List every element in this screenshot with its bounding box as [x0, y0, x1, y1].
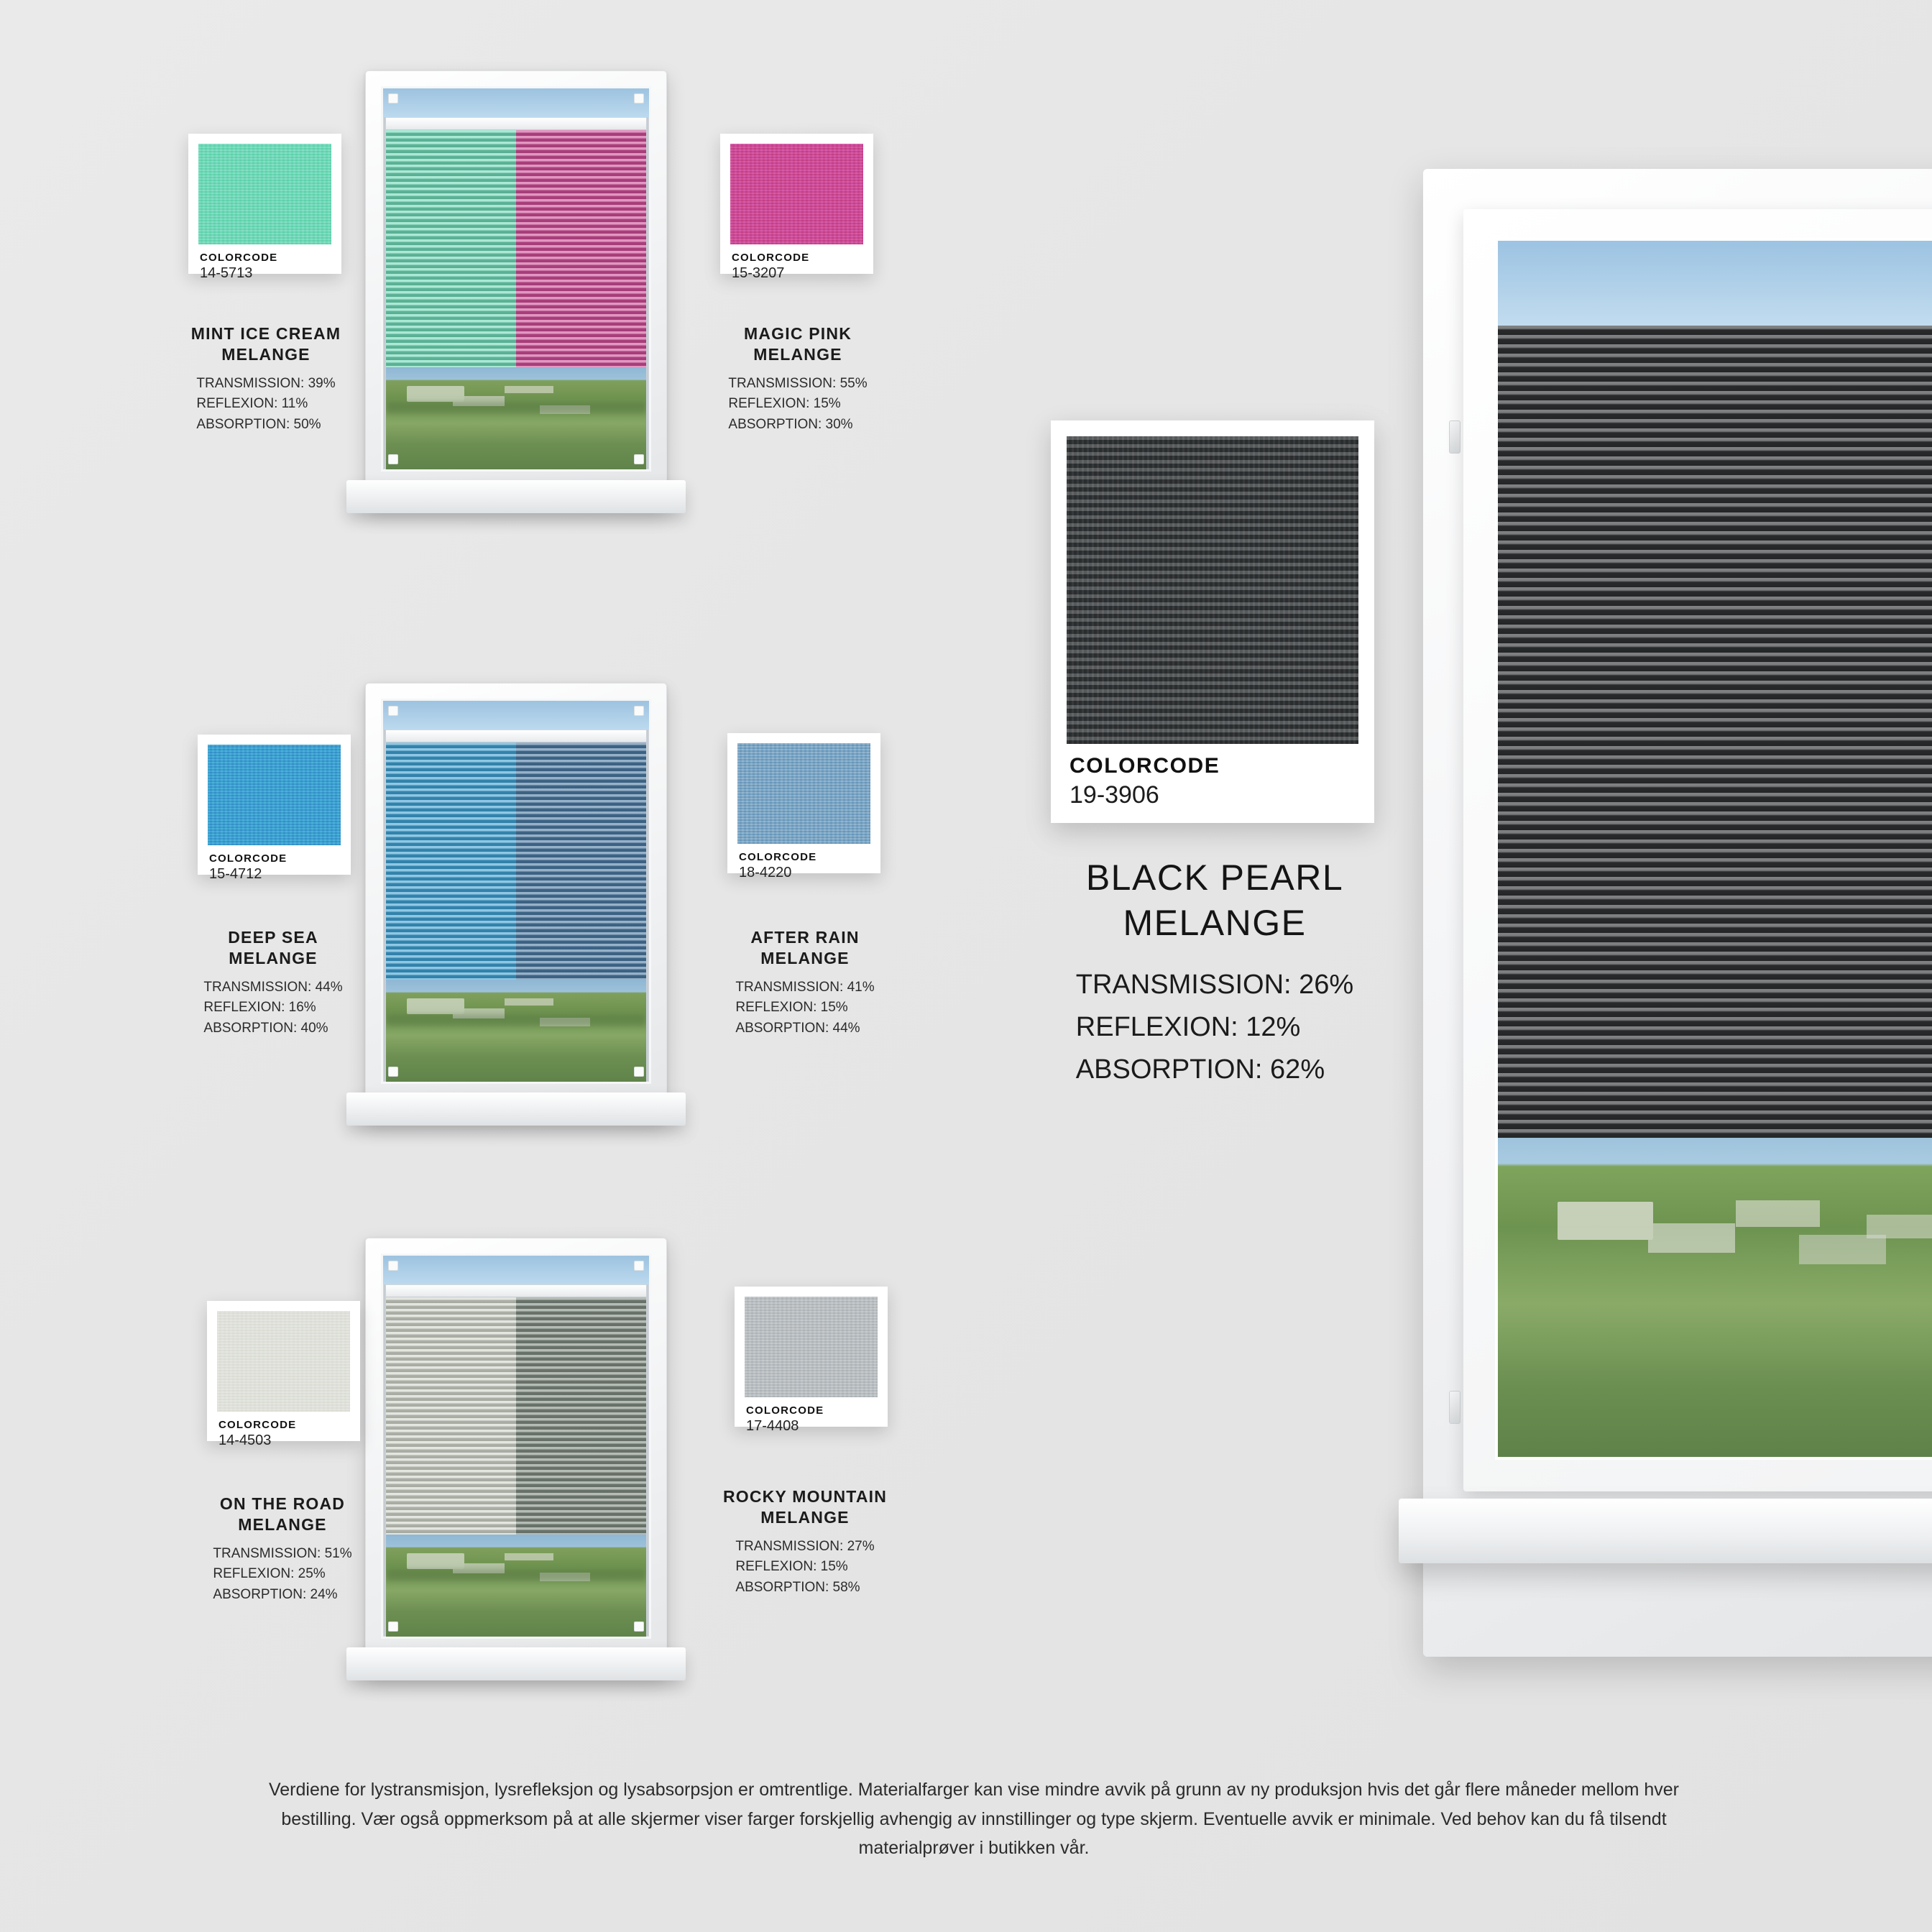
stat-transmission: TRANSMISSION: 44%: [203, 979, 343, 995]
swatch-chip-deep-sea: [208, 745, 341, 845]
featured-name-line2: MELANGE: [1123, 902, 1307, 943]
swatch-card-rocky-mountain: [735, 1287, 888, 1434]
stat-reflexion: REFLEXION: 15%: [735, 1559, 848, 1574]
window-mockup-row2: [365, 683, 667, 1121]
colorcode-label: COLORCODE: [209, 852, 288, 865]
window-corner-tr: [634, 93, 644, 104]
colorcode-value: 19-3906: [1070, 781, 1159, 809]
swatch-name-line2: MELANGE: [760, 1507, 850, 1527]
stat-transmission: TRANSMISSION: 39%: [196, 375, 336, 391]
swatch-name-line1: MAGIC PINK: [744, 324, 852, 343]
swatch-stats-mint: [196, 374, 335, 436]
window-sill: [346, 1092, 686, 1126]
landscape-view: [386, 980, 646, 1082]
swatch-stats-after-rain: [735, 978, 874, 1039]
featured-name-line1: BLACK PEARL: [1085, 857, 1344, 898]
colorcode-label: COLORCODE: [739, 851, 817, 863]
window-glass-area: [381, 1254, 651, 1639]
stat-absorption: ABSORPTION: 62%: [1075, 1054, 1325, 1085]
large-window-glass: [1495, 238, 1932, 1460]
headrail: [386, 730, 646, 742]
window-corner-bl: [388, 1622, 398, 1632]
info-block-after-rain: [701, 927, 909, 1039]
swatch-name-line2: MELANGE: [221, 344, 310, 364]
stat-reflexion: REFLEXION: 15%: [728, 396, 841, 411]
pleated-blind-black-pearl: [1498, 326, 1932, 1138]
window-glass-area: [381, 86, 651, 472]
window-sill: [346, 1647, 686, 1680]
stat-transmission: TRANSMISSION: 26%: [1075, 970, 1354, 1000]
pleated-blind: [386, 742, 646, 980]
featured-stats: [1076, 964, 1353, 1091]
window-corner-br: [634, 1067, 644, 1077]
swatch-chip-pink: [730, 144, 863, 244]
swatch-card-after-rain: [727, 733, 880, 880]
swatch-meta-after-rain: [737, 844, 870, 890]
landscape-view: [1498, 1138, 1932, 1457]
sky: [383, 1256, 649, 1284]
large-window-sash: [1463, 209, 1932, 1491]
pleat-left-on-the-road: [386, 1297, 516, 1535]
window-corner-br: [634, 454, 644, 464]
landscape-view: [386, 367, 646, 469]
swatch-meta-pink: [730, 244, 863, 290]
stat-transmission: TRANSMISSION: 41%: [735, 979, 875, 995]
window-corner-tr: [634, 1261, 644, 1271]
colorcode-label: COLORCODE: [218, 1419, 297, 1431]
swatch-meta-mint: [198, 244, 331, 290]
pleat-right-after-rain: [516, 742, 646, 980]
swatch-name-line1: MINT ICE CREAM: [190, 324, 341, 343]
stat-absorption: ABSORPTION: 58%: [735, 1579, 860, 1595]
featured-swatch-chip: [1067, 436, 1358, 744]
stat-absorption: ABSORPTION: 24%: [213, 1586, 338, 1602]
stat-transmission: TRANSMISSION: 27%: [735, 1538, 875, 1554]
window-corner-tr: [634, 706, 644, 716]
disclaimer-note: Verdiene for lystransmisjon, lysrefleksjon og lysabsorpsjon er omtrentlige. Materialfarger kan vise mindre avvik på grunn av ny produksjon hvis det går flere måneder mellom hver bestilling. Vær også oppmerksom på at alle skjermer viser farger forskjellig avhengig av innstillinger og type skjerm. Eventuelle avvik er minimale. Ved behov kan du få tilsendt materialprøver i butikken vår.: [268, 1780, 1679, 1858]
colorcode-value: 15-4712: [209, 866, 262, 882]
info-block-rocky-mountain: [694, 1486, 916, 1598]
pleat-right-pink: [516, 130, 646, 367]
colorcode-value: 14-4503: [218, 1432, 272, 1448]
swatch-card-on-the-road: [207, 1301, 360, 1448]
large-window-sill: [1399, 1499, 1932, 1563]
stat-reflexion: REFLEXION: 16%: [203, 1000, 316, 1015]
pleated-blind: [386, 130, 646, 367]
window-glass-area: [381, 699, 651, 1084]
headrail: [386, 117, 646, 130]
stat-absorption: ABSORPTION: 50%: [196, 416, 321, 432]
stat-reflexion: REFLEXION: 11%: [196, 396, 308, 411]
window-mockup-row1: [365, 70, 667, 509]
stat-absorption: ABSORPTION: 40%: [203, 1020, 328, 1036]
swatch-chip-on-the-road: [217, 1311, 350, 1412]
landscape-view: [386, 1535, 646, 1637]
window-mockup-row3: [365, 1238, 667, 1676]
sky: [1498, 241, 1932, 326]
swatch-name-line1: ON THE ROAD: [219, 1494, 346, 1513]
swatch-name-line1: DEEP SEA: [228, 928, 318, 947]
info-block-pink: [694, 323, 902, 435]
colorcode-label: COLORCODE: [1070, 754, 1220, 778]
swatch-chip-mint: [198, 144, 331, 244]
swatch-chip-rocky-mountain: [745, 1297, 878, 1397]
stat-transmission: TRANSMISSION: 55%: [728, 375, 868, 391]
headrail: [386, 1284, 646, 1297]
swatch-name-line2: MELANGE: [753, 344, 842, 364]
colorcode-value: 15-3207: [732, 265, 785, 281]
pleat-left-deep-sea: [386, 742, 516, 980]
swatch-stats-pink: [728, 374, 867, 436]
swatch-name-line1: AFTER RAIN: [750, 928, 860, 947]
colorcode-label: COLORCODE: [746, 1404, 824, 1417]
swatch-name-line2: MELANGE: [238, 1514, 327, 1534]
window-corner-tl: [388, 1261, 398, 1271]
window-corner-br: [634, 1622, 644, 1632]
pleated-blind: [386, 1297, 646, 1535]
colorcode-value: 18-4220: [739, 865, 792, 880]
swatch-card-mint: [188, 134, 341, 281]
swatch-name-line1: ROCKY MOUNTAIN: [722, 1487, 888, 1506]
swatch-card-pink: [720, 134, 873, 281]
stat-transmission: TRANSMISSION: 51%: [213, 1545, 352, 1561]
colorcode-value: 17-4408: [746, 1418, 799, 1434]
pleat-left-mint: [386, 130, 516, 367]
window-hinge-top: [1449, 420, 1460, 454]
stat-reflexion: REFLEXION: 12%: [1075, 1011, 1301, 1042]
swatch-chip-after-rain: [737, 743, 870, 844]
window-mockup-large: [1423, 169, 1932, 1657]
sky: [383, 88, 649, 117]
swatch-stats-on-the-road: [213, 1544, 351, 1606]
colorcode-value: 14-5713: [200, 265, 253, 281]
swatch-meta-deep-sea: [208, 845, 341, 891]
featured-swatch-meta: [1067, 744, 1358, 809]
window-sill: [346, 480, 686, 513]
featured-info-block: [1006, 855, 1423, 1091]
swatch-meta-on-the-road: [217, 1412, 350, 1458]
colorcode-label: COLORCODE: [200, 252, 278, 264]
colorcode-label: COLORCODE: [732, 252, 810, 264]
swatch-meta-rocky-mountain: [745, 1397, 878, 1443]
stat-absorption: ABSORPTION: 30%: [728, 416, 853, 432]
swatch-stats-deep-sea: [203, 978, 342, 1039]
pleat-right-rocky-mountain: [516, 1297, 646, 1535]
swatch-card-deep-sea: [198, 735, 351, 882]
stat-absorption: ABSORPTION: 44%: [735, 1020, 860, 1036]
stat-reflexion: REFLEXION: 15%: [735, 1000, 848, 1015]
window-corner-tl: [388, 93, 398, 104]
info-block-mint: [162, 323, 370, 435]
window-hinge-bottom: [1449, 1391, 1460, 1424]
window-corner-bl: [388, 1067, 398, 1077]
swatch-stats-rocky-mountain: [735, 1537, 874, 1598]
window-corner-tl: [388, 706, 398, 716]
swatch-name-line2: MELANGE: [229, 948, 318, 967]
swatch-name-line2: MELANGE: [760, 948, 850, 967]
info-block-on-the-road: [178, 1494, 387, 1605]
info-block-deep-sea: [169, 927, 377, 1039]
stat-reflexion: REFLEXION: 25%: [213, 1566, 326, 1581]
sky: [383, 701, 649, 730]
featured-swatch-card-black-pearl: [1051, 420, 1374, 823]
window-corner-bl: [388, 454, 398, 464]
